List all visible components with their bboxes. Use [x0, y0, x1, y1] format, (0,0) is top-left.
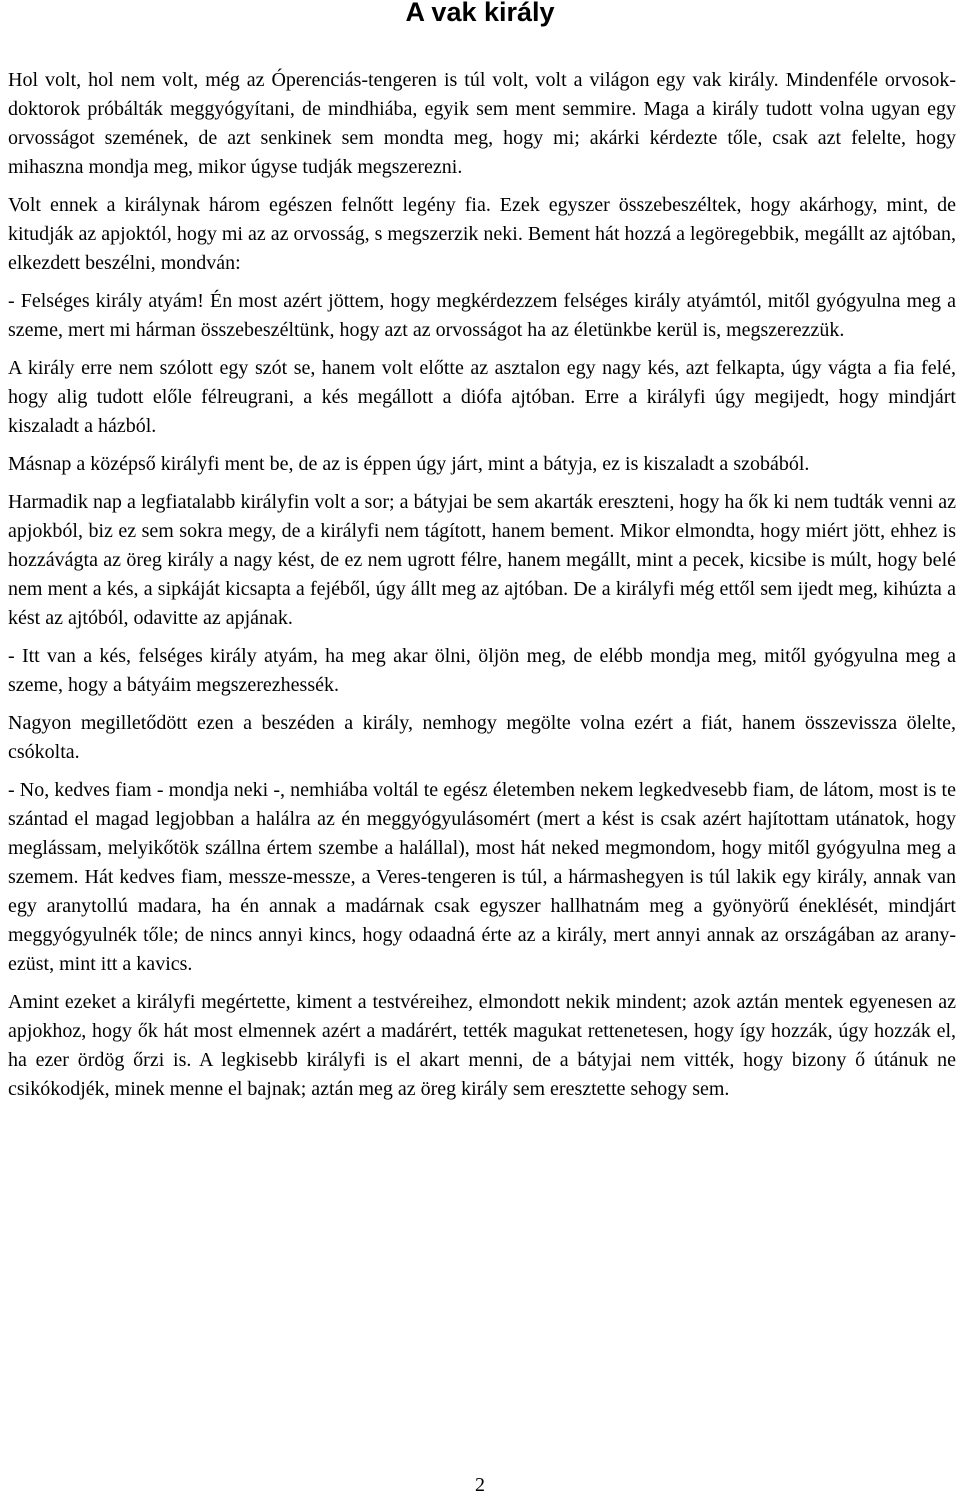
paragraph-2: Volt ennek a királynak három egészen felnőtt legény fia. Ezek egyszer összebeszéltek, hogy akárhogy, mint, de kitudják az apjoktól, hogy mi az az orvosság, s megszerzik neki. Bement hát hozzá a legöregebbik, megállt az ajtóban, elkezdett beszélni, mondván:	[8, 194, 957, 274]
story-body	[8, 66, 956, 1113]
paragraph-6: Harmadik nap a legfiatalabb királyfin volt a sor; a bátyjai be sem akarták ereszteni, hogy ha ők ki nem tudták venni az apjokból, biz ez sem sokra megy, de a királyfi nem tágított, hanem bement. Mikor elmondta, hogy miért jött, ehhez is hozzávágta az öreg király a nagy kést, de ez nem ugrott félre, hanem megállt, mint a pecek, kicsibe is múlt, hogy belé nem ment a kés, a sipkáját kicsapta a fejéből, úgy állt meg az ajtóban. De a királyfi még ettől sem ijedt meg, kihúzta a kést az ajtóból, odavitte az apjának.	[8, 491, 956, 629]
document-title: A vak király	[405, 0, 555, 27]
paragraph-7: - Itt van a kés, felséges király atyám, ha meg akar ölni, öljön meg, de elébb mondja meg, mitől gyógyulna meg a szeme, hogy a bátyáim megszerezhessék.	[8, 645, 956, 696]
paragraph-8: Nagyon megilletődött ezen a beszéden a király, nemhogy megölte volna ezért a fiát, hanem összevissza ölelte, csókolta.	[8, 712, 956, 763]
paragraph-5: Másnap a középső királyfi ment be, de az is éppen úgy járt, mint a bátyja, ez is kiszaladt a szobából.	[8, 453, 810, 475]
paragraph-3: - Felséges király atyám! Én most azért jöttem, hogy megkérdezzem felséges király atyámtól, mitől gyógyulna meg a szeme, mert mi hárman összebeszéltünk, hogy azt az orvosságot ha az életünkbe kerül is, megszerezzük.	[8, 290, 956, 341]
paragraph-4: A király erre nem szólott egy szót se, hanem volt előtte az asztalon egy nagy kés, azt felkapta, úgy vágta a fia felé, hogy alig tudott előle félreugrani, a kés megállott a diófa ajtóban. Erre a királyfi úgy megijedt, hogy mindjárt kiszaladt a házból.	[8, 357, 956, 437]
paragraph-1: Hol volt, hol nem volt, még az Óperenciás-tengeren is túl volt, volt a világon egy vak király. Mindenféle orvosok-doktorok próbálták meggyógyítani, de mindhiába, egyik sem ment semmire. Maga a király tudott volna ugyan egy orvosságot szemének, de azt senkinek sem mondta meg, hogy mi; akárki kérdezte tőle, csak azt felelte, hogy mihaszna mondja meg, mikor úgyse tudják megszerezni.	[8, 69, 956, 178]
paragraph-9: - No, kedves fiam - mondja neki -, nemhiába voltál te egész életemben nekem legkedvesebb fiam, de látom, most is te szántad el magad legjobban a halálra az én meggyógyulásomért (mert a kést is csak azért hajítottam utánatok, hogy meglássam, melyikőtök szállna értem szembe a halállal), most hát neked megmondom, hogy mitől gyógyulna meg a szemem. Hát kedves fiam, messze-messze, a Veres-tengeren is túl, a hármashegyen is túl lakik egy király, annak van egy aranytollú madara, ha én annak a madárnak csak egyszer hallhatnám meg a gyönyörű éneklését, mindjárt meggyógyulnék tőle; de nincs annyi kincs, hogy odaadná érte az a király, mert annyi annak az országában az arany-ezüst, mint itt a kavics.	[8, 779, 956, 975]
paragraph-10: Amint ezeket a királyfi megértette, kiment a testvéreihez, elmondott nekik mindent; azok aztán mentek egyenesen az apjokhoz, hogy ők hát most elmennek azért a madárért, tették magukat rettenetesen, hogy így hozzák, úgy hozzák el, ha ezer ördög őrzi is. A legkisebb királyfi is el akart menni, de a bátyjai nem vitték, hogy bizony ő útánuk ne csikókodjék, minek menne el bajnak; aztán meg az öreg király sem eresztette sehogy sem.	[8, 991, 956, 1100]
page-number: 2	[475, 1474, 485, 1496]
